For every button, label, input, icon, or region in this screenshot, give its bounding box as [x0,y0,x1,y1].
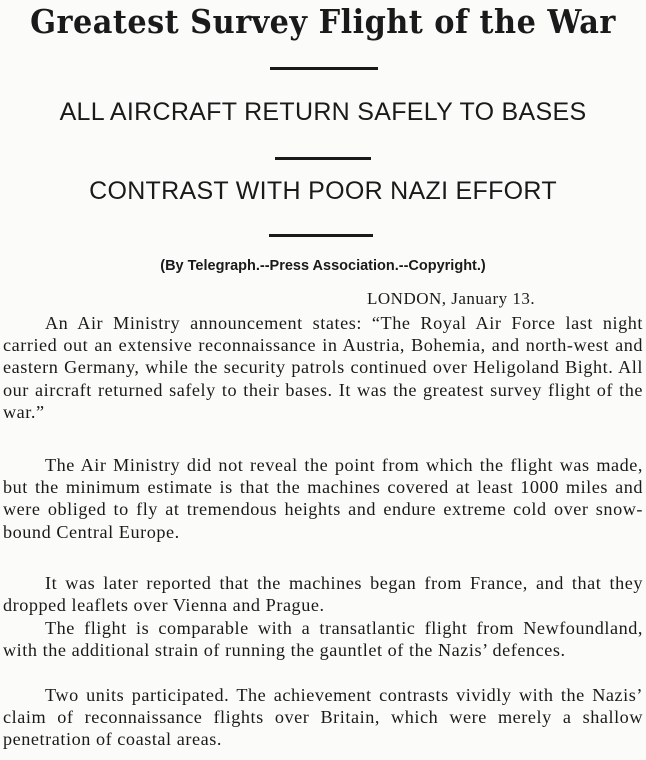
article-paragraph: It was later reported that the machines began from France, and that they dropped leaflets over Vienna and Prague. [3,573,643,616]
article-paragraph: Two units participated. The achievement contrasts vividly with the Nazis’ claim of reconnaissance flights over Britain, which were merely a shallow penetration of coastal areas. [3,685,643,750]
subheadline-2: CONTRAST WITH POOR NAZI EFFORT [89,177,557,205]
article-paragraph: The flight is comparable with a transatlantic flight from Newfoundland, with the additional strain of running the gauntlet of the Nazis’ defences. [3,618,643,661]
headline-divider [270,67,378,70]
headline-divider [269,234,373,237]
headline-divider [275,157,371,160]
byline: (By Telegraph.--Press Association.--Copyright.) [160,258,486,274]
main-headline: Greatest Survey Flight of the War [30,2,616,41]
article-paragraph: The Air Ministry did not reveal the point from which the flight was made, but the minimum estimate is that the machines covered at least 1000 miles and were obliged to fly at tremendous heights and endure extreme cold over snow-bound Central Europe. [3,455,643,542]
dateline: LONDON, January 13. [367,289,536,308]
article-paragraph: An Air Ministry announcement states: “The Royal Air Force last night carried out an extensive reconnaissance in Austria, Bohemia, and north-west and eastern Germany, while the security patrols continued over Heligoland Bight. All our aircraft returned safely to their bases. It was the greatest survey flight of the war.” [3,313,643,422]
subheadline-1: ALL AIRCRAFT RETURN SAFELY TO BASES [59,98,587,126]
